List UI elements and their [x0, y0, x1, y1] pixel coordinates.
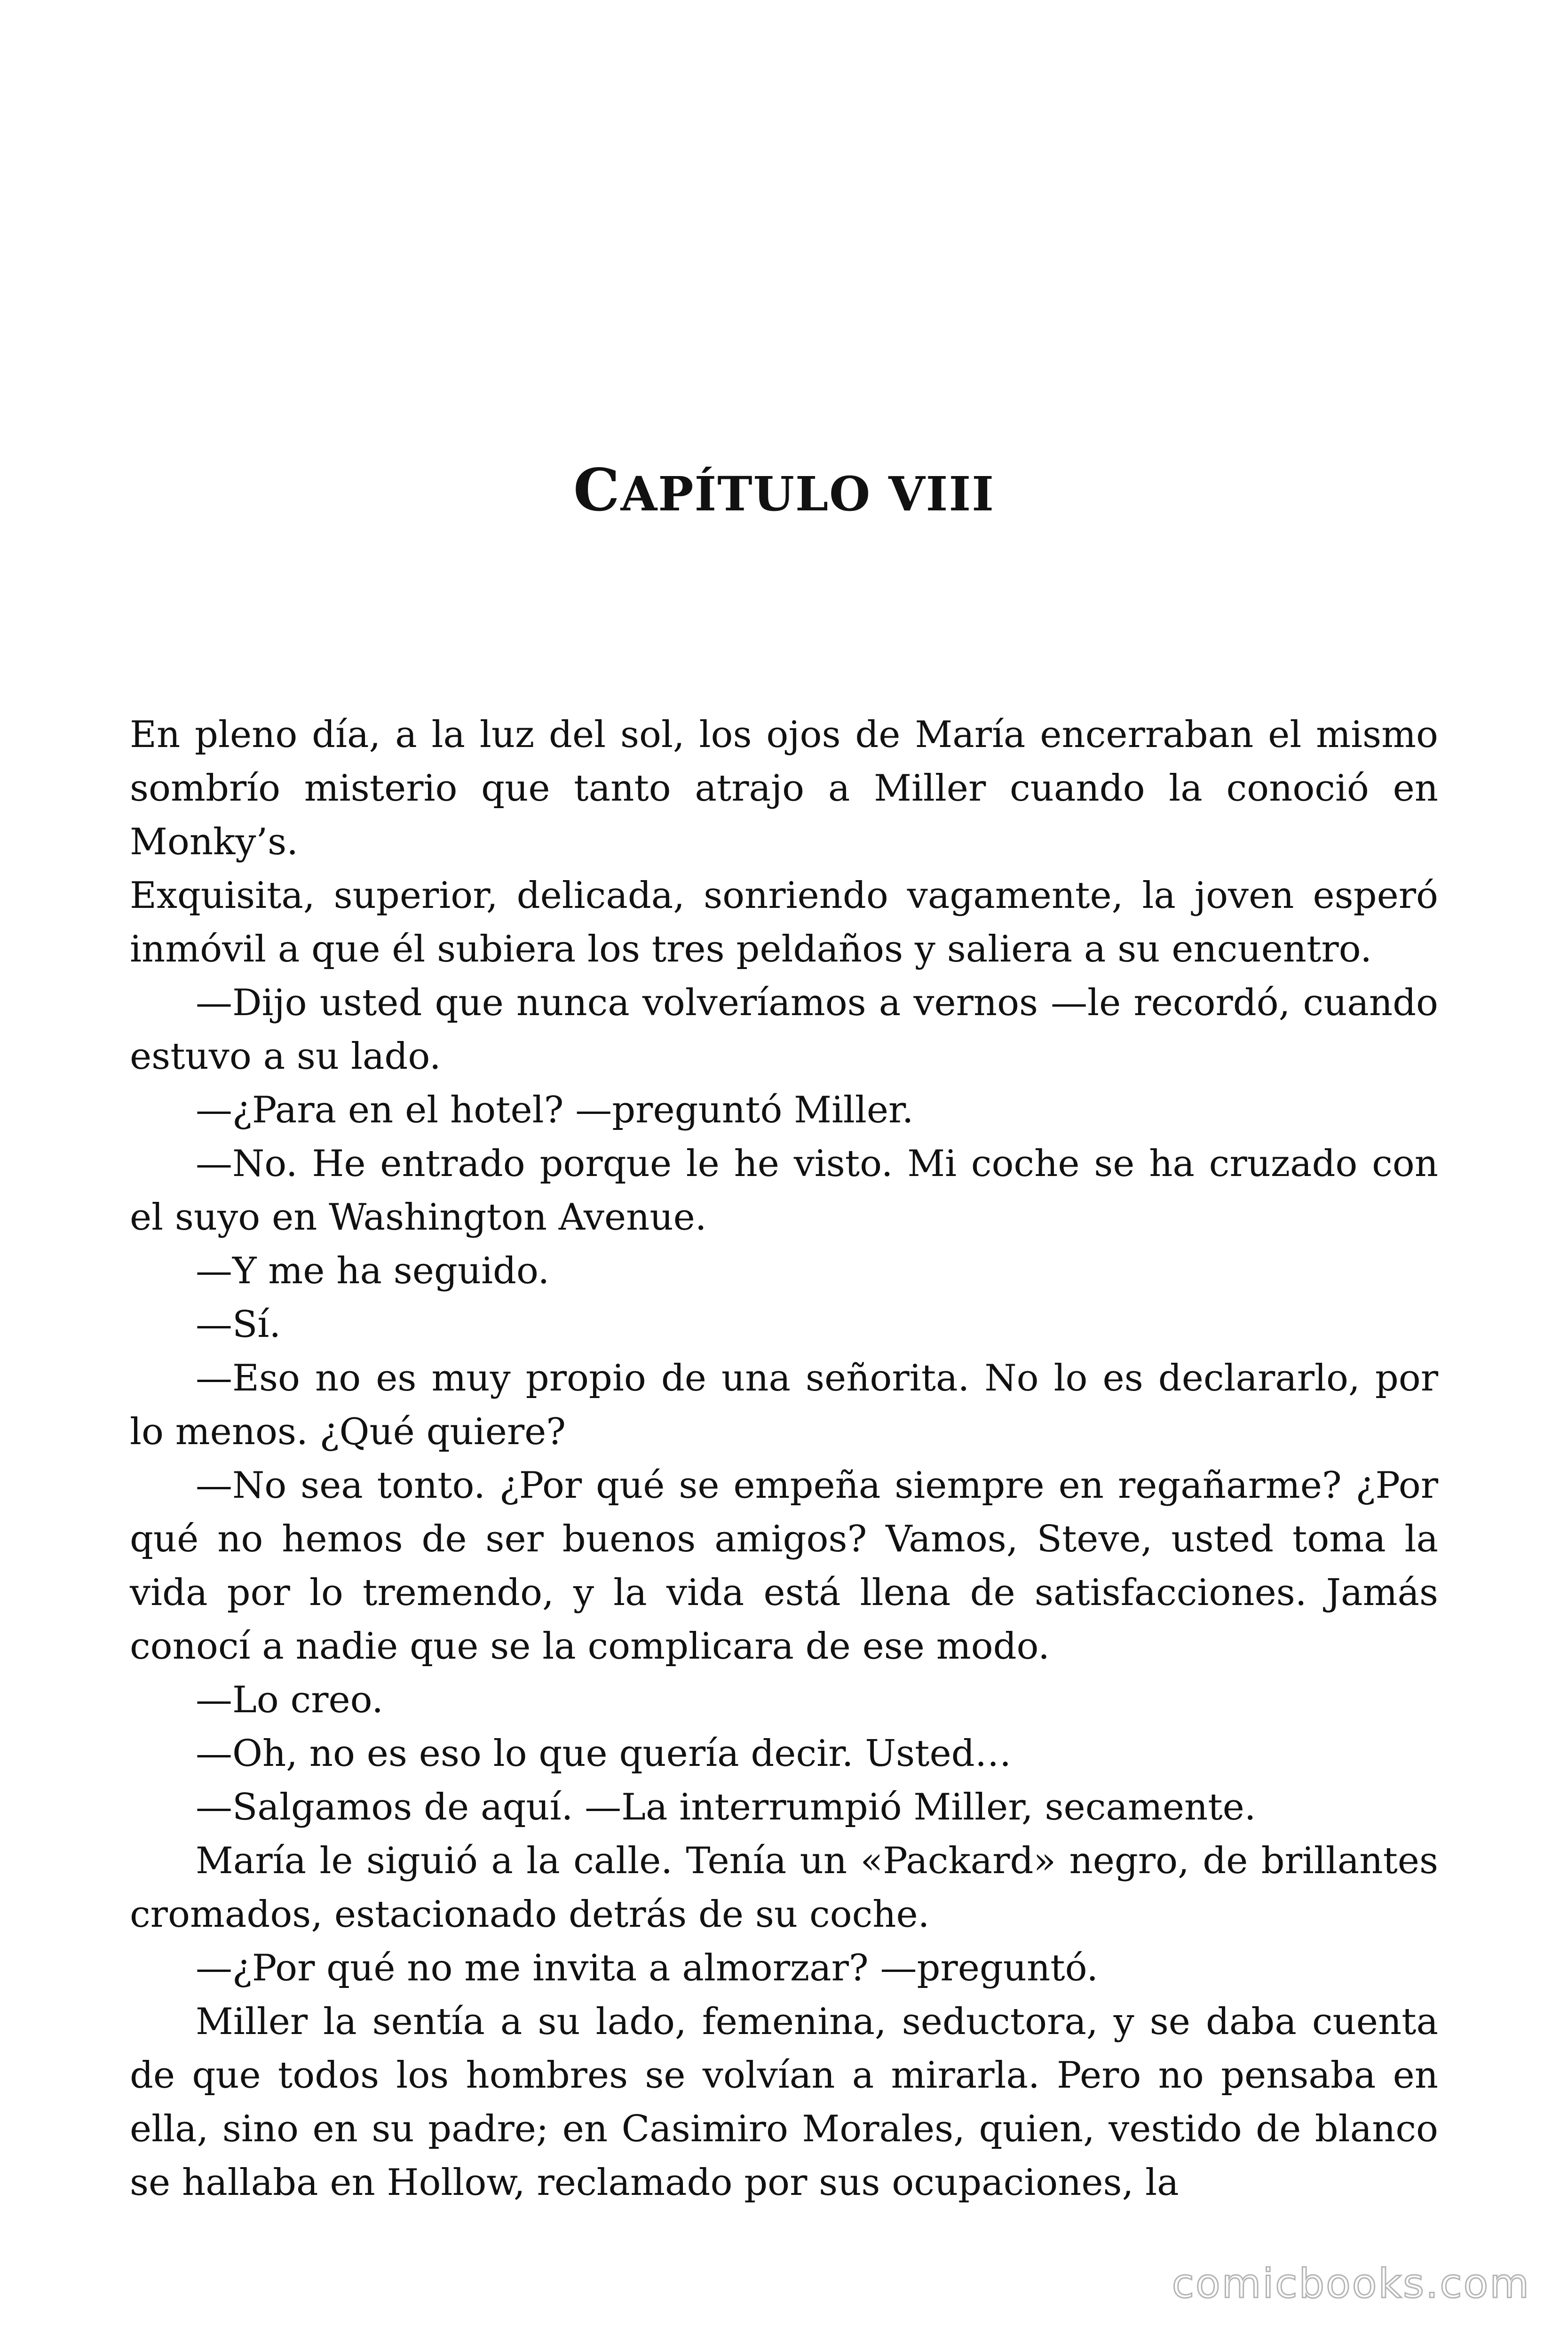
paragraph: Exquisita, superior, delicada, sonriendo vagamente, la joven esperó inmóvil a que él subiera los tres peldaños y saliera a su encuentro.	[130, 874, 1438, 970]
chapter-body-text	[130, 708, 1438, 2209]
paragraph: —¿Por qué no me invita a almorzar? —preguntó.	[196, 1947, 1098, 1989]
watermark-logo: comicbooks.com	[1172, 2260, 1530, 2307]
paragraph: —¿Para en el hotel? —preguntó Miller.	[196, 1089, 914, 1131]
paragraph: —Eso no es muy propio de una señorita. No lo es declararlo, por lo menos. ¿Qué quiere?	[130, 1357, 1438, 1453]
paragraph: —No sea tonto. ¿Por qué se empeña siempre en regañarme? ¿Por qué no hemos de ser buenos amigos? Vamos, Steve, usted toma la vida por lo tremendo, y la vida está llena de satisfacciones. Jamás conocí a nadie que se la complicara de ese modo.	[130, 1464, 1438, 1668]
paragraph: —Lo creo.	[196, 1679, 384, 1721]
paragraph: Miller la sentía a su lado, femenina, seductora, y se daba cuenta de que todos los hombres se volvían a mirarla. Pero no pensaba en ella, sino en su padre; en Casimiro Morales, quien, vestido de blanco se hallaba en Hollow, reclamado por sus ocupaciones, la	[130, 2001, 1438, 2204]
paragraph: En pleno día, a la luz del sol, los ojos de María encerraban el mismo sombrío misterio que tanto atrajo a Miller cuando la conoció en Monky’s.	[130, 714, 1438, 863]
chapter-title	[0, 456, 1568, 524]
paragraph: —Y me ha seguido.	[196, 1250, 550, 1292]
paragraph: —No. He entrado porque le he visto. Mi coche se ha cruzado con el suyo en Washington Avenue.	[130, 1143, 1438, 1239]
paragraph: —Oh, no es eso lo que quería decir. Usted…	[196, 1732, 1012, 1775]
paragraph: María le siguió a la calle. Tenía un «Packard» negro, de brillantes cromados, estacionado detrás de su coche.	[130, 1840, 1438, 1936]
chapter-title-initial: C	[573, 456, 621, 524]
paragraph: —Salgamos de aquí. —La interrumpió Miller, secamente.	[196, 1786, 1256, 1828]
paragraph: —Dijo usted que nunca volveríamos a vernos —le recordó, cuando estuvo a su lado.	[130, 982, 1438, 1078]
paragraph: —Sí.	[196, 1303, 281, 1346]
chapter-title-rest: APÍTULO VIII	[620, 466, 995, 522]
